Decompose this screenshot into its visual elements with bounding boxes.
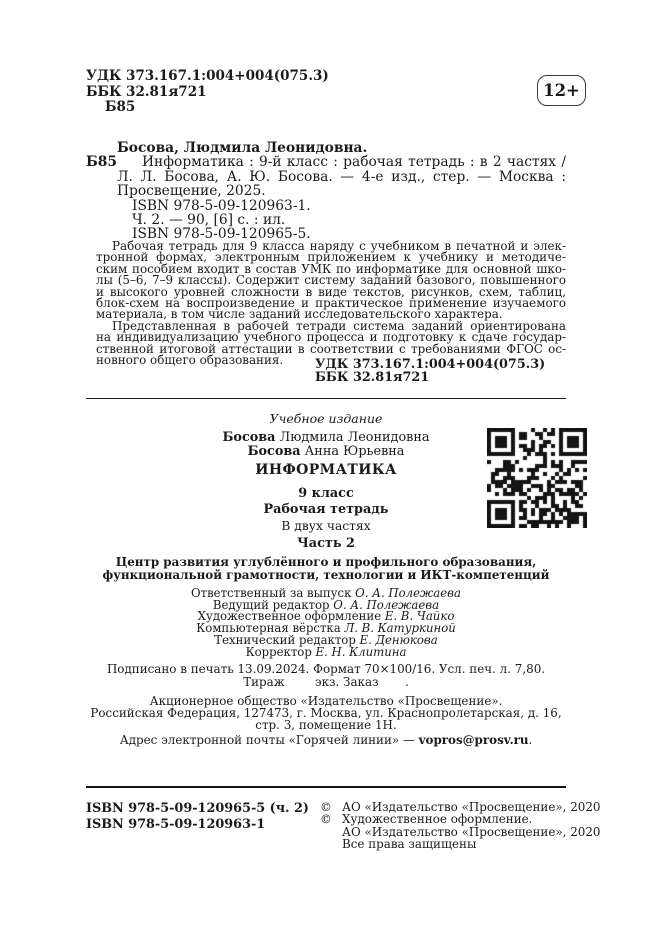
catalog-isbn-line: ISBN 978-5-09-120963-1. (132, 197, 311, 214)
annotation-line: ственной итоговой аттестации в соответствии с требованиями ФГОС ос- (96, 341, 566, 356)
hotline-email: vopros@prosv.ru (418, 733, 529, 747)
catalog-line: Ч. 2. — 90, [6] с. : ил. (132, 212, 286, 229)
credit-role: Ведущий редактор (212, 597, 334, 612)
part-number: Часть 2 (297, 536, 355, 551)
hotline-line (86, 733, 566, 747)
annotation-line: ским пособием входит в состав УМК по информатике для основной шко- (96, 261, 566, 276)
credit-person: Л. В. Катуркиной (344, 621, 456, 636)
annotation-line: тронной формах, электронным приложением к учебнику и методиче- (96, 250, 566, 265)
annotation-line: и высокого уровней сложности в виде текстов, рисунков, схем, таблиц, (96, 284, 566, 299)
annotation-line: материала, в том числе заданий исследовательского характера. (96, 307, 503, 322)
parts-note: В двух частях (281, 519, 371, 533)
print-run-line: Тираж экз. Заказ . (243, 674, 409, 689)
copyright-text: Все права защищены (342, 836, 477, 851)
credit-person: Е. Денюкова (359, 632, 438, 647)
credit-line (86, 644, 566, 659)
catalog-line: Л. Л. Босова, А. Ю. Босова. — 4-е изд., стер. — Москва : (117, 168, 566, 185)
udk-code: УДК 373.167.1:004+004(075.3) (315, 357, 546, 372)
publisher-line: Российская Федерация, 127473, г. Москва, ул. Краснопролетарская, д. 16, (90, 706, 562, 721)
series-line: Рабочая тетрадь (263, 502, 389, 517)
print-info-line: Подписано в печать 13.09.2024. Формат 70×100/16. Усл. печ. л. 7,80. (106, 662, 546, 676)
catalog-author-header: Босова, Людмила Леонидовна. (117, 140, 368, 156)
footer-copyright-block (320, 801, 600, 850)
author-given: Анна Юрьевна (300, 443, 405, 459)
credit-role: Ответственный за выпуск (191, 586, 356, 600)
bbk-code: ББК 32.81я721 (315, 370, 430, 386)
credits-block (86, 588, 566, 658)
author-surname: Босова (247, 443, 301, 459)
annotation-line: блок-схем на воспроизведение и практическое применение изучаемого (96, 296, 566, 311)
catalog-isbn-line: ISBN 978-5-09-120965-5. (132, 226, 311, 243)
copyright-line (320, 813, 600, 825)
publisher-address-block (86, 695, 566, 732)
divider-bottom (86, 786, 566, 788)
catalog-line: Просвещение, 2025. (117, 183, 266, 200)
footer-isbn-block (86, 801, 309, 832)
copyright-symbol: © (320, 812, 332, 827)
hotline-suffix: . (528, 733, 533, 747)
publishing-center-line: функциональной грамотности, технологии и ИКТ-компетенций (102, 568, 550, 583)
catalog-card (86, 141, 566, 242)
book-title: ИНФОРМАТИКА (255, 462, 397, 478)
age-rating-label: 12+ (543, 81, 580, 100)
isbn-line: ISBN 978-5-09-120965-5 (ч. 2) (86, 801, 309, 816)
publishing-center-line: Центр развития углублённого и профильного образования, (115, 555, 537, 569)
annotation-line: новного общего образования. (96, 353, 284, 368)
credit-person: О. А. Полежаева (355, 586, 461, 600)
grade-line: 9 класс (298, 486, 354, 501)
catalog-author-mark: Б85 (86, 154, 117, 171)
credit-role: Художественное оформление (197, 609, 385, 624)
edition-type: Учебное издание (269, 411, 383, 426)
annotation-line: лы (5–6, 7–9 классы). Содержит систему заданий базового, повышенного (96, 273, 566, 288)
bbk-code: ББК 32.81я721 (86, 83, 207, 100)
author-mark: Б85 (105, 99, 136, 115)
credit-role: Компьютерная вёрстка (196, 621, 345, 636)
copyright-symbol (320, 826, 342, 838)
udc-bottom-block (315, 358, 545, 384)
credit-role: Корректор (245, 644, 316, 659)
copyright-symbol: © (320, 800, 332, 814)
copyright-line (320, 838, 600, 850)
credit-role: Технический редактор (214, 632, 360, 647)
author-surname: Босова (222, 430, 276, 445)
age-rating-badge (537, 75, 586, 106)
divider-top (86, 398, 566, 399)
print-info-block (86, 663, 566, 688)
annotation (96, 241, 566, 366)
udc-top-block (86, 69, 329, 116)
annotation-line: на индивидуализацию учебного процесса и подготовку к сдаче государ- (96, 330, 566, 345)
annotation-line: Представленная в рабочей тетради система заданий ориентирована (112, 318, 566, 333)
copyright-symbol (320, 838, 342, 850)
isbn-line: ISBN 978-5-09-120963-1 (86, 816, 266, 832)
author-given: Людмила Леонидовна (275, 430, 430, 445)
publisher-line: Акционерное общество «Издательство «Просвещение». (149, 694, 503, 708)
copyright-text: АО «Издательство «Просвещение», 2020 (342, 824, 601, 839)
publishing-center-block (86, 556, 566, 583)
credit-person: Е. Н. Клитина (315, 644, 407, 659)
hotline-prefix: Адрес электронной почты «Горячей линии» — (119, 733, 419, 747)
catalog-line: Информатика : 9-й класс : рабочая тетрадь : в 2 частях / (142, 154, 566, 171)
annotation-line: Рабочая тетрадь для 9 класса наряду с учебником в печатной и элек- (112, 239, 566, 253)
credit-person: Е. В. Чайко (384, 609, 455, 624)
copyright-text: АО «Издательство «Просвещение», 2020 (342, 800, 601, 814)
credit-person: О. А. Полежаева (333, 597, 440, 612)
publisher-line: стр. 3, помещение 1Н. (255, 718, 397, 733)
udk-code: УДК 373.167.1:004+004(075.3) (86, 68, 329, 84)
copyright-text: Художественное оформление. (342, 812, 533, 827)
qr-code (487, 428, 587, 528)
